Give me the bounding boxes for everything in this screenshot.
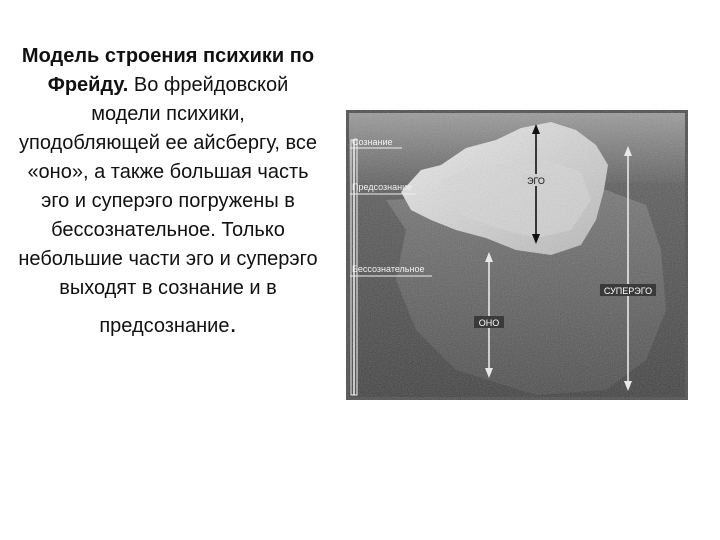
consciousness-label: Сознание [352, 137, 393, 147]
grain-overlay [346, 110, 688, 400]
description-body: Во фрейдовской модели психики, уподобляющей ее айсбергу, все «оно», а также большая часть эго и суперэго погружены в бессознательное. Только небольшие части эго и суперэго выходят в сознание и в [18, 74, 318, 299]
description-period: . [229, 308, 237, 338]
ego-label: ЭГО [527, 176, 545, 186]
description-last-line [18, 309, 318, 341]
unconscious-label: Бессознательное [352, 264, 425, 274]
superego-label: СУПЕРЭГО [603, 286, 653, 296]
iceberg-figure [346, 110, 688, 400]
description-text [18, 42, 318, 341]
preconscious-label: Предсознание [352, 182, 413, 192]
id-label: ОНО [478, 318, 500, 328]
description-title: Модель строения психики по Фрейду. [21, 45, 315, 96]
iceberg-illustration [346, 110, 688, 400]
description-last-word: предсознание [99, 315, 230, 337]
